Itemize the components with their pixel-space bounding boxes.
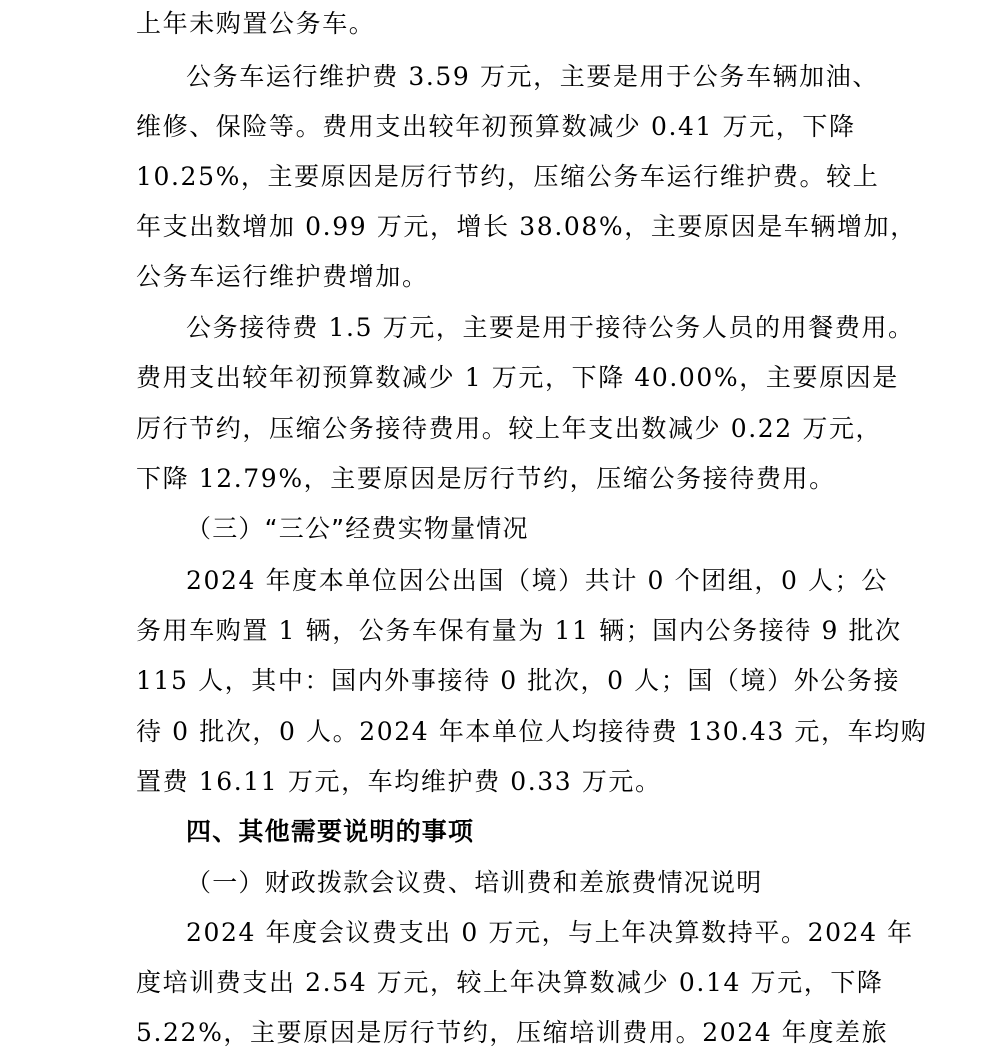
paragraph-line: 年支出数增加 0.99 万元，增长 38.08%，主要原因是车辆增加， bbox=[136, 212, 917, 241]
paragraph-line: 厉行节约，压缩公务接待费用。较上年支出数减少 0.22 万元， bbox=[136, 414, 883, 443]
paragraph-line: 下降 12.79%，主要原因是厉行节约，压缩公务接待费用。 bbox=[136, 464, 836, 493]
paragraph-line: 5.22%，主要原因是厉行节约，压缩培训费用。2024 年度差旅 bbox=[136, 1018, 889, 1047]
paragraph-line: 10.25%，主要原因是厉行节约，压缩公务车运行维护费。较上 bbox=[136, 162, 880, 191]
section-subheading: （一）财政拨款会议费、培训费和差旅费情况说明 bbox=[186, 868, 763, 897]
paragraph-line: 上年未购置公务车。 bbox=[136, 9, 376, 38]
paragraph-line: 维修、保险等。费用支出较年初预算数减少 0.41 万元，下降 bbox=[136, 112, 856, 141]
paragraph-line: 费用支出较年初预算数减少 1 万元，下降 40.00%，主要原因是 bbox=[136, 363, 899, 392]
paragraph-line: 115 人，其中：国内外事接待 0 批次，0 人；国（境）外公务接 bbox=[136, 666, 901, 695]
paragraph-line: 2024 年度会议费支出 0 万元，与上年决算数持平。2024 年 bbox=[186, 918, 914, 947]
section-subheading: （三）“三公”经费实物量情况 bbox=[186, 514, 529, 543]
paragraph-line: 务用车购置 1 辆，公务车保有量为 11 辆；国内公务接待 9 批次 bbox=[136, 616, 902, 645]
paragraph-line: 公务车运行维护费 3.59 万元，主要是用于公务车辆加油、 bbox=[186, 62, 879, 91]
section-heading: 四、其他需要说明的事项 bbox=[186, 817, 475, 846]
paragraph-line: 待 0 批次，0 人。2024 年本单位人均接待费 130.43 元，车均购 bbox=[136, 717, 928, 746]
paragraph-line: 2024 年度本单位因公出国（境）共计 0 个团组，0 人；公 bbox=[186, 566, 888, 595]
paragraph-line: 公务车运行维护费增加。 bbox=[136, 262, 429, 291]
paragraph-line: 置费 16.11 万元，车均维护费 0.33 万元。 bbox=[136, 767, 662, 796]
paragraph-line: 度培训费支出 2.54 万元，较上年决算数减少 0.14 万元，下降 bbox=[136, 968, 884, 997]
paragraph-line: 公务接待费 1.5 万元，主要是用于接待公务人员的用餐费用。 bbox=[186, 313, 915, 342]
